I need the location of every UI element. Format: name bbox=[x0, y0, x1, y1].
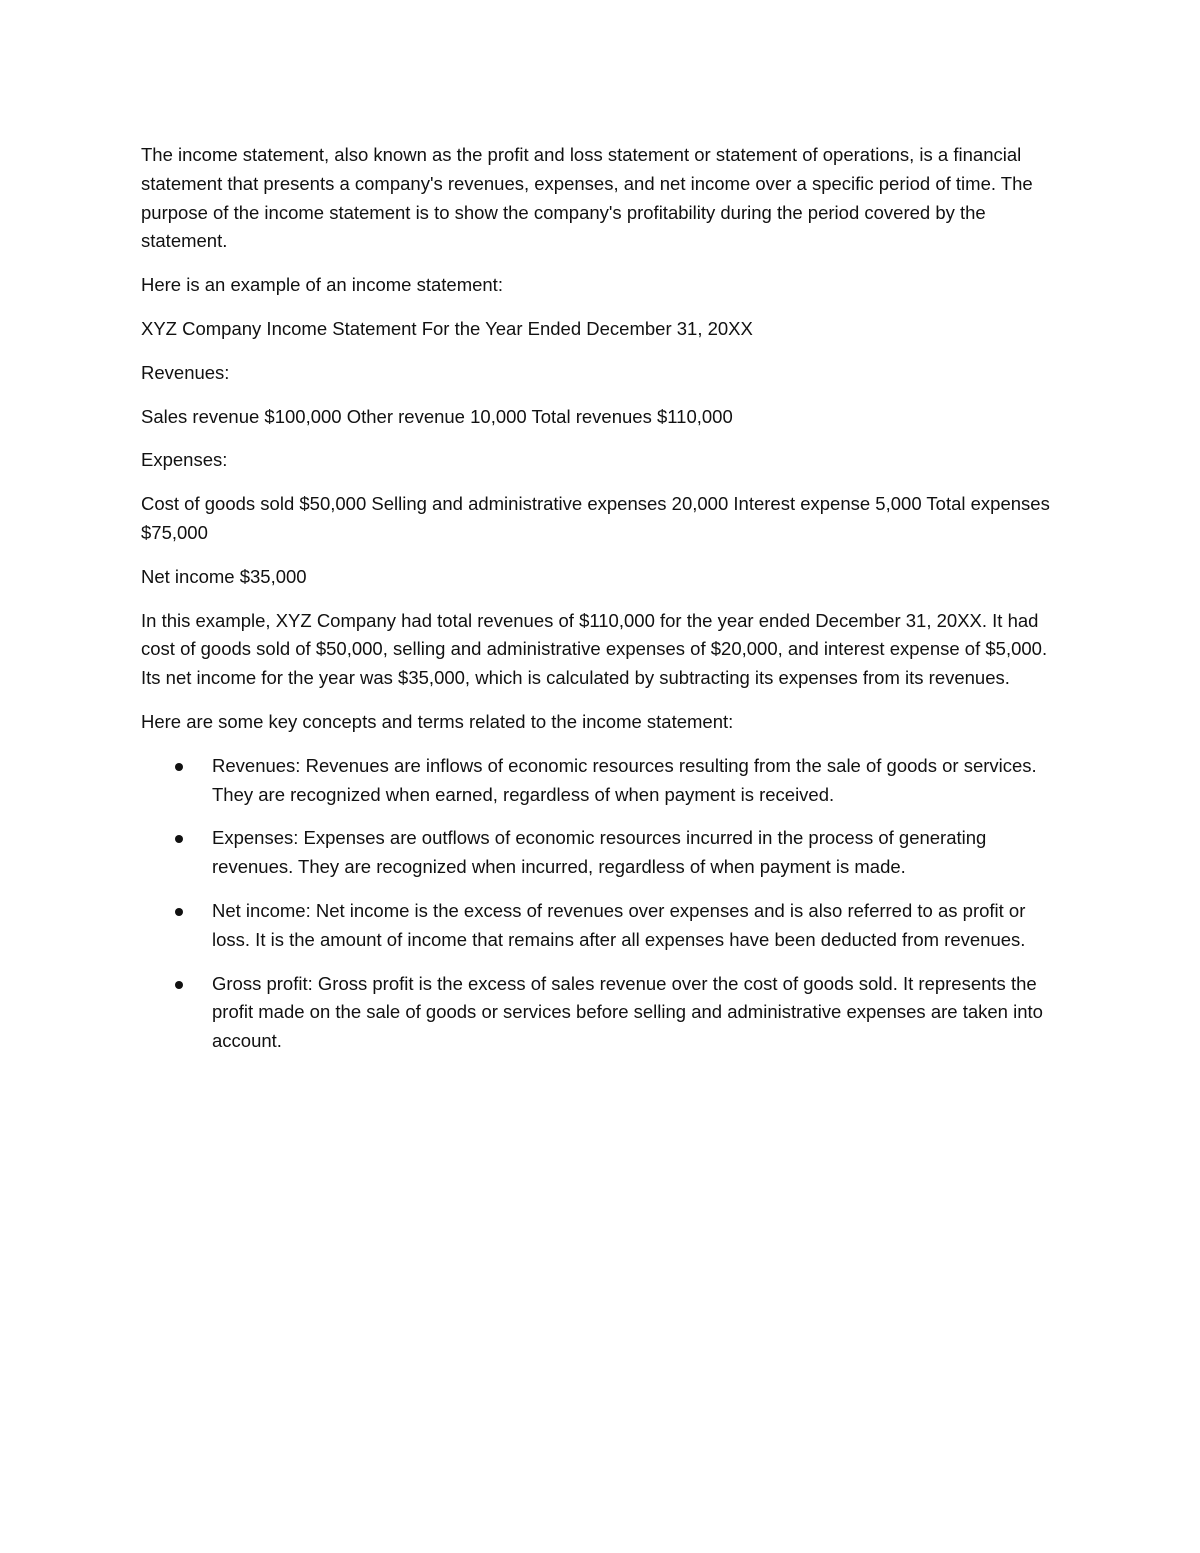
example-intro: Here is an example of an income statement: bbox=[141, 274, 503, 296]
expenses-line: Cost of goods sold $50,000 Selling and administrative expenses 20,000 Interest expense 5,000 Total expenses $75,000 bbox=[141, 493, 1050, 543]
bullet-icon bbox=[175, 763, 183, 771]
list-item-text: Expenses: Expenses are outflows of economic resources incurred in the process of generating revenues. They are recognized when incurred, regardless of when payment is made. bbox=[212, 827, 987, 878]
bullet-icon bbox=[175, 981, 183, 989]
key-concepts-intro: Here are some key concepts and terms related to the income statement: bbox=[141, 710, 734, 732]
intro-paragraph: The income statement, also known as the profit and loss statement or statement of operations, is a financial statement that presents a company's revenues, expenses, and net income over a specific period of time. The purpose of the income statement is to show the company's profitability during the period covered by the statement. bbox=[141, 144, 1033, 252]
explanation-paragraph: In this example, XYZ Company had total revenues of $110,000 for the year ended December 31, 20XX. It had cost of goods sold of $50,000, selling and administrative expenses of $20,000, and interest expense of $5,000. Its net income for the year was $35,000, which is calculated by subtracting its expenses from its revenues. bbox=[141, 609, 1048, 689]
expenses-heading: Expenses: bbox=[141, 449, 228, 471]
bullet-icon bbox=[175, 908, 183, 916]
list-item bbox=[141, 897, 1061, 955]
revenues-line: Sales revenue $100,000 Other revenue 10,000 Total revenues $110,000 bbox=[141, 405, 733, 427]
list-item bbox=[141, 970, 1061, 1056]
revenues-heading: Revenues: bbox=[141, 361, 230, 383]
document-body bbox=[141, 141, 1061, 1071]
bullet-icon bbox=[175, 835, 183, 843]
statement-title: XYZ Company Income Statement For the Year Ended December 31, 20XX bbox=[141, 317, 753, 339]
list-item-text: Gross profit: Gross profit is the excess of sales revenue over the cost of goods sold. It represents the profit made on the sale of goods or services before selling and administrative expenses are taken into account. bbox=[212, 972, 1043, 1052]
list-item-text: Revenues: Revenues are inflows of economic resources resulting from the sale of goods or services. They are recognized when earned, regardless of when payment is received. bbox=[212, 754, 1037, 805]
list-item bbox=[141, 824, 1061, 882]
key-concepts-list bbox=[141, 752, 1061, 1056]
list-item bbox=[141, 752, 1061, 810]
list-item-text: Net income: Net income is the excess of revenues over expenses and is also referred to as profit or loss. It is the amount of income that remains after all expenses have been deducted from revenues. bbox=[212, 899, 1026, 950]
net-income-line: Net income $35,000 bbox=[141, 565, 307, 587]
